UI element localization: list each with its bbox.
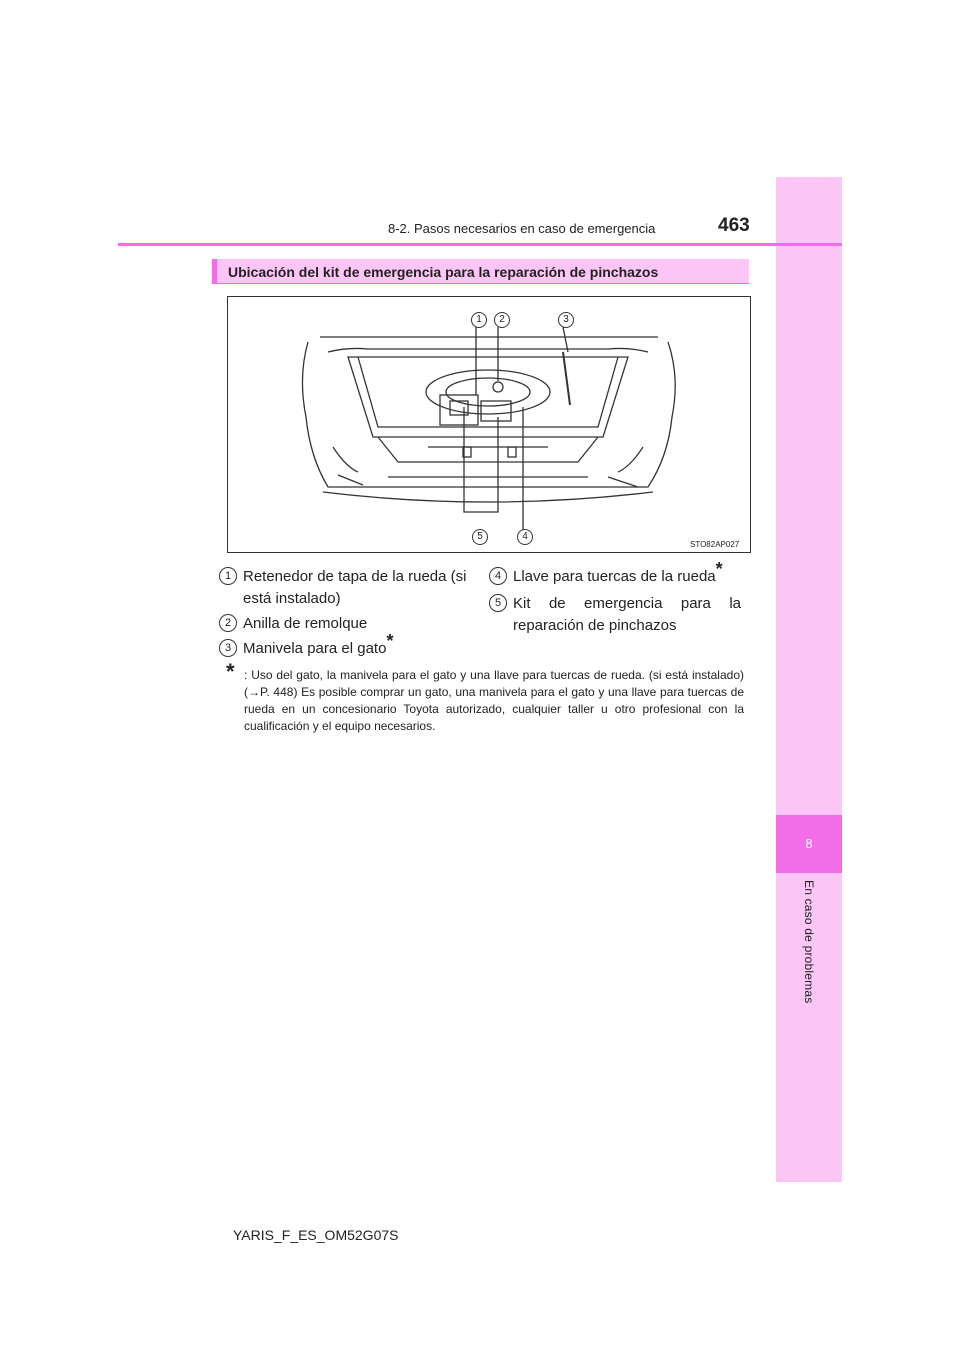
legend-badge: 3 xyxy=(219,639,237,657)
legend-badge: 2 xyxy=(219,614,237,632)
legend-text: Kit de emergencia para la reparación de pinchazos xyxy=(513,595,741,634)
legend-badge: 5 xyxy=(489,594,507,612)
legend-badge: 1 xyxy=(219,567,237,585)
jack-handle xyxy=(563,352,570,405)
footnote-marker: * xyxy=(226,659,235,684)
emergency-kit-box xyxy=(440,395,478,425)
figure-callout: 1 xyxy=(471,312,487,328)
legend-text: Anilla de remolque xyxy=(243,615,368,632)
page-number: 463 xyxy=(718,215,750,236)
legend-text: Manivela para el gato xyxy=(243,640,387,657)
figure-callout: 4 xyxy=(517,529,533,545)
figure-callout: 3 xyxy=(558,312,574,328)
legend-star: * xyxy=(715,559,723,579)
legend-item xyxy=(243,631,475,660)
chapter-label: En caso de problemas xyxy=(802,880,816,1004)
legend-item xyxy=(243,613,475,635)
chapter-number: 8 xyxy=(805,836,813,851)
section-header: 8-2. Pasos necesarios en caso de emergencia xyxy=(388,221,656,236)
legend-item xyxy=(513,593,741,637)
legend-text: Llave para tuercas de la rueda xyxy=(513,568,716,585)
legend-star: * xyxy=(386,631,394,651)
footnote: : Uso del gato, la manivela para el gato y una llave para tuercas de rueda. (si está instalado) (→P. 448) Es posible comprar un gato, una manivela para el gato y una llave para tuercas de rueda en un concesionario Toyota autorizado, cualquier taller u otro profesional con la cualificación y el equipo necesarios. xyxy=(244,668,744,733)
wheel-well xyxy=(426,370,550,414)
header-divider xyxy=(118,243,842,246)
legend-item xyxy=(243,566,475,610)
legend-text: Retenedor de tapa de la rueda (si está instalado) xyxy=(243,568,467,607)
legend-item xyxy=(513,559,743,588)
chapter-side-tab xyxy=(776,177,842,1182)
figure-code: STO82AP027 xyxy=(690,540,740,549)
legend-badge: 4 xyxy=(489,567,507,585)
trunk-illustration xyxy=(228,297,750,552)
tow-ring xyxy=(493,382,503,392)
document-code: YARIS_F_ES_OM52G07S xyxy=(233,1227,399,1243)
trunk-figure xyxy=(227,296,751,553)
trunk-opening xyxy=(348,357,628,437)
figure-callout: 5 xyxy=(472,529,488,545)
section-heading: Ubicación del kit de emergencia para la reparación de pinchazos xyxy=(212,259,749,284)
figure-callout: 2 xyxy=(494,312,510,328)
